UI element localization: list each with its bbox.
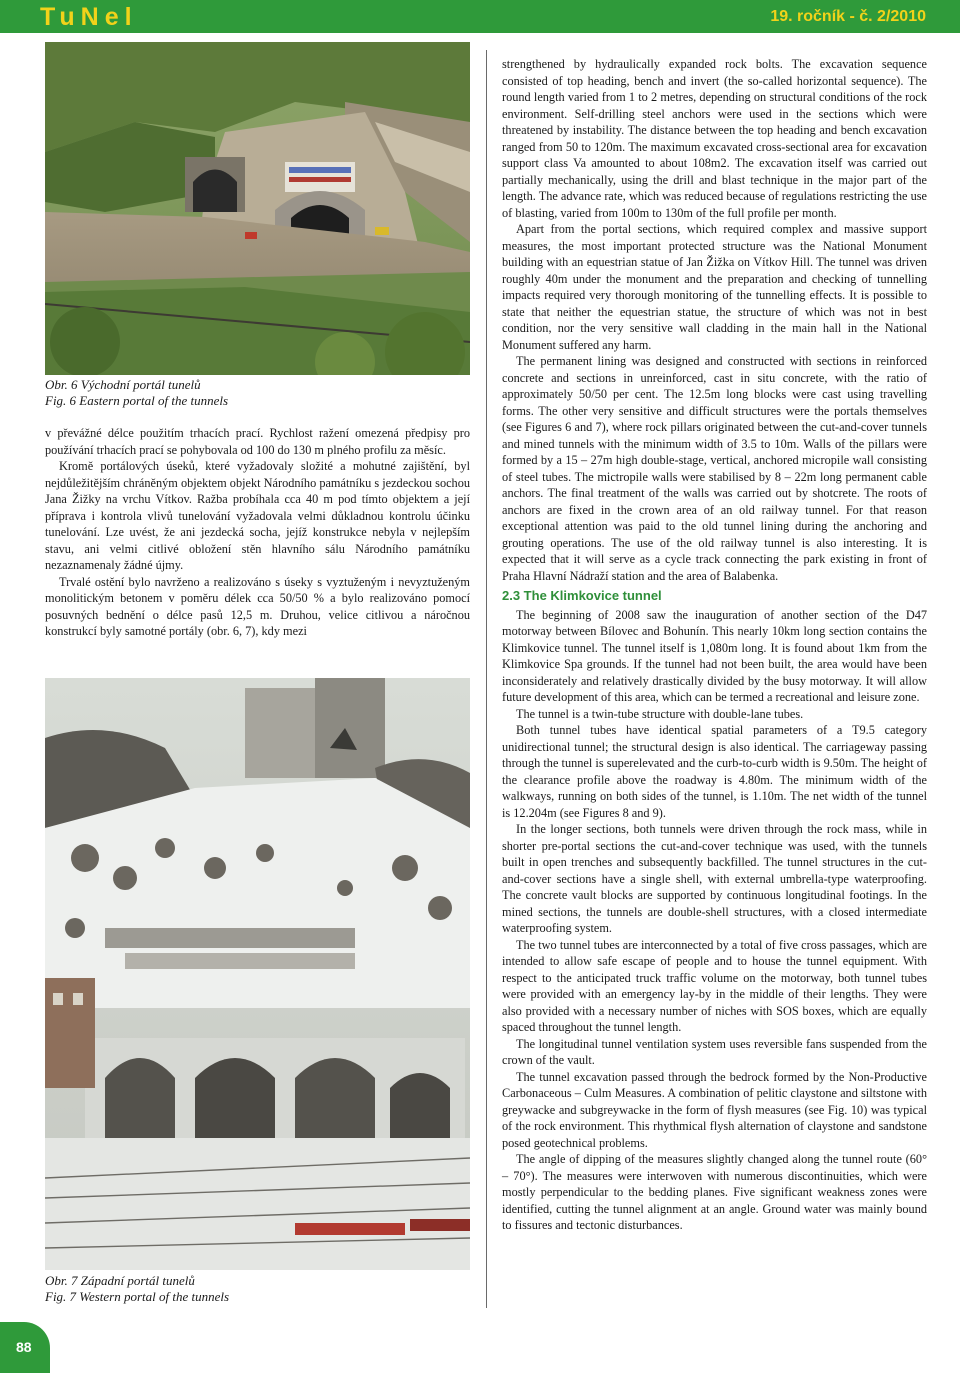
page-number: 88 xyxy=(16,1339,32,1355)
left-paragraph-3: Trvalé ostění bylo navrženo a realizováno s úseky s vyztuženým i nevyztuženým monolitickým betonem v poměru délek cca 50/50 % a bylo realizováno pomocí posuvných bednění o délce pasů 12,5 m. Druhou, velice citlivou a náročnou konstrukcí byly samotné portály (obr. 6, 7), kdy mezi xyxy=(45,574,470,638)
left-paragraph-2: Kromě portálových úseků, které vyžadovaly složité a mohutné zajištění, byl nejdůležitějším chráněným objektem objekt Národního památníku s jezdeckou sochou Jana Žižky na vrchu Vítkov. Ražba probíhala cca 40 m pod tímto objektem a její příprava i kontrola vlivů tunelování vyžadovala velmi důkladnou kontrolu účinku tunelování. Lze uvést, že ani jezdecká socha, jejíž konstrukce nebyla v nejlepším stavu, ani velmi citlivé obložení stěn hlavního sálu Národního památníku nezaznamenaly žádné újmy. xyxy=(45,459,470,572)
left-paragraph-1: v převážné délce použitím trhacích prací. Rychlost ražení omezená předpisy pro používání trhacích prací se pohybovala od 100 do 130 m plného profilu za měsíc. xyxy=(45,426,470,457)
right-paragraph-9: The longitudinal tunnel ventilation system uses reversible fans suspended from the crown of the vault. xyxy=(502,1036,927,1067)
figure6-caption-en: Fig. 6 Eastern portal of the tunnels xyxy=(45,393,229,408)
right-paragraph-10: The tunnel excavation passed through the bedrock formed by the Non-Productive Carbonaceous – Culm Measures. A combination of pelitic claystone and siltstone with greywacke and subgreywacke in the form of flysh measures (see Fig. 10) was typical of the rock environment. This rhythmical flysh alternation of claystone and sandstone posed geotechnical problems. xyxy=(502,1069,927,1150)
right-paragraph-3: The permanent lining was designed and constructed with sections in reinforced concrete and sections in unreinforced, cast in situ concrete, with the ratio of approximately 50/50 per cent. The 12.5m long blocks were cast using travelling forms. The other very sensitive and difficult structures were the portals themselves (see Figures 6 and 7), where rock pillars originated between the cut-and-cover tunnels and mined tunnels with the minimum width of 3.5 to 10m. Walls of the pillars were formed by a 15 – 27m high double-stage, vertical, anchored micropile wall consisting of steel tubes. The mictropile walls were stabilised by 8 – 22m long permanent cable anchors. The final treatment of the walls was carried out by shotcrete. The roots of anchors are fixed in the crown area of an old railway tunnel. For that reason exceptional attention was paid to the old tunnel lining during the anchoring and grouting operations. The use of the old railway tunnel is also interesting. It is expected that it will serve as a cycle track connecting the park existing in front of Praha Hlavní Nádraží station and the area of Balabenka. xyxy=(502,354,927,583)
right-paragraph-7: In the longer sections, both tunnels were driven through the rock mass, while in shorter pre-portal sections the cut-and-cover technique was used, with the tunnels built in open trenches and subsequently backfilled. The tunnel structures in the cut-and-cover sections have a single shell, with external umbrella-type waterproofing. The concrete vault blocks are supported by continuous longitudinal footings. In the mined sections, the tunnels are double-shell structures, with a closed intermediate waterproofing system. xyxy=(502,822,927,935)
right-paragraph-11: The angle of dipping of the measures slightly changed along the tunnel route (60° – 70°). The measures were interwoven with numerous discontinuities, which were mostly perpendicular to the bedding planes. Five significant weakness zones were identified, cutting the tunnel alignment at an angle. Ground water was mainly bound to fissures and tectonic disturbances. xyxy=(502,1152,927,1232)
figure7-caption-en: Fig. 7 Western portal of the tunnels xyxy=(45,1289,230,1304)
figure6-caption xyxy=(45,377,228,409)
figure7-caption-cz: Obr. 7 Západní portál tunelů xyxy=(45,1273,195,1288)
figure7-caption xyxy=(45,1273,229,1305)
figure6-caption-cz: Obr. 6 Východní portál tunelů xyxy=(45,377,201,392)
journal-logo: TuNel xyxy=(40,3,138,31)
figure7-photo xyxy=(45,678,470,1270)
right-paragraph-4: The beginning of 2008 saw the inauguration of another section of the D47 motorway between Bílovec and Bohunín. This nearly 10km long section contains the Klimkovice tunnel. The tunnel itself is 1,080m long. It is found about 1km from the Klimkovice Spa grounds. If the tunnel had not been built, the area would have been inconsiderately and relatively drastically divided by the busy motorway. It will allow future development of this area, which can be termed a recreational and leisure zone. xyxy=(502,607,927,704)
right-paragraph-8: The two tunnel tubes are interconnected by a total of five cross passages, which are intended to allow safe escape of people and to house the tunnel equipment. With respect to the anticipated truck traffic volume on the motorway, both tunnel tubes were provided with an emergency lay-by in the middle of their lengths. They were also provided with a necessary number of niches with SOS boxes, which are equally spaced throughout the tunnel length. xyxy=(502,937,927,1034)
page-number-tab xyxy=(0,1322,50,1373)
right-column-text xyxy=(502,56,927,1234)
issue-label: 19. ročník - č. 2/2010 xyxy=(770,8,926,25)
column-divider xyxy=(486,50,487,1308)
figure6-photo xyxy=(45,42,470,375)
right-paragraph-6: Both tunnel tubes have identical spatial parameters of a T9.5 category unidirectional tunnel; the structural design is also identical. The carriageway passing through the tunnel is superelevated and the curb-to-curb width is 9.50m. The height of the clearance profile above the roadway is 4.80m. The minimum width of the walkways, running on both sides of the tunnel, is 1.10m. The net width of the tunnel is 12.204m (see Figures 8 and 9). xyxy=(502,723,927,820)
left-column-text xyxy=(45,425,470,640)
right-paragraph-2: Apart from the portal sections, which required complex and massive support measures, the most important protected structure was the National Monument building with an equestrian statue of Jan Žižka on Vítkov Hill. The tunnel was driven roughly 40m under the monument and the preparation and checking of tunnelling impacts required very thorough monitoring of the tunnelling effects. It is possible to state that neither the equestrian statue, the structure of which was not in best condition, nor the very sensitive wall cladding in the main hall in the National Monument suffered any harm. xyxy=(502,222,927,352)
right-paragraph-1: strengthened by hydraulically expanded rock bolts. The excavation sequence consisted of top heading, bench and invert (the so-called horizontal sequence). The round length varied from 1 to 2 metres, depending on structural conditions of the rock environment. Self-drilling steel anchors were used in the sections which were threatened by instability. The distance between the top heading and bench excavation ranged from 50 to 120m. The maximum excavated cross-sectional area for excavation support class Va amounted to about 108m2. The excavation itself was carried out partially mechanically, using the drill and blast technique in the major part of the length. The advance rate, which was reduced because of regulations restricting the use of blasting, varied from 100m to 130m of the full profile per month. xyxy=(502,57,927,220)
right-paragraph-5: The tunnel is a twin-tube structure with double-lane tubes. xyxy=(516,706,804,721)
section-heading: 2.3 The Klimkovice tunnel xyxy=(502,588,662,603)
header-bar xyxy=(0,0,960,33)
